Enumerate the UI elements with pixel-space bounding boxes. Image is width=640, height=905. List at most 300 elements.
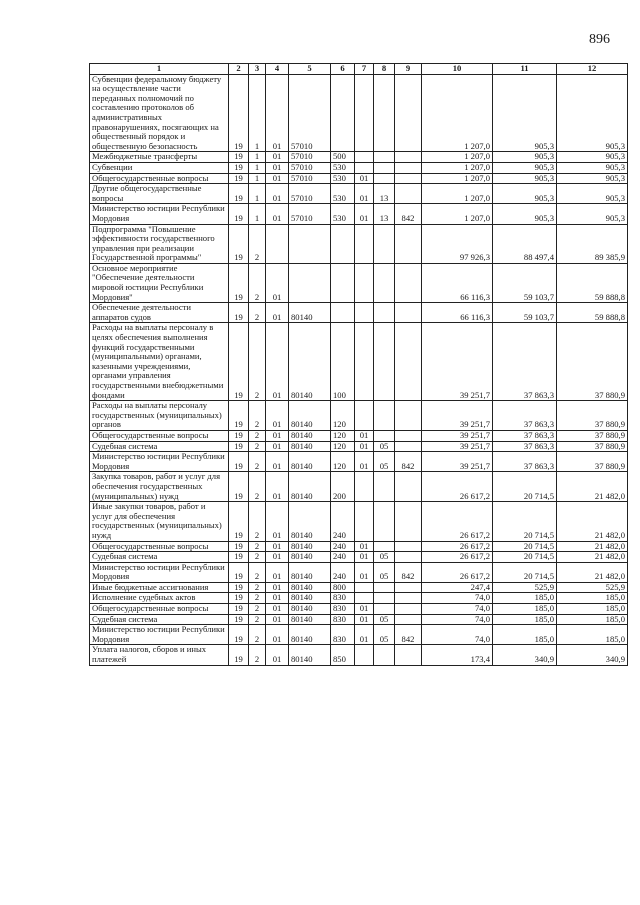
code-cell: 19 bbox=[229, 323, 249, 401]
code-cell bbox=[395, 541, 422, 552]
code-cell: 80140 bbox=[289, 502, 331, 541]
row-name-cell: Подпрограмма "Повышение эффективности государственного управления при реализации Государственной программы" bbox=[90, 224, 229, 263]
code-cell: 01 bbox=[266, 184, 289, 204]
code-cell: 120 bbox=[331, 430, 355, 441]
amount-cell: 37 880,9 bbox=[557, 452, 628, 472]
code-cell bbox=[374, 401, 395, 431]
code-cell: 2 bbox=[249, 552, 266, 563]
code-cell bbox=[395, 593, 422, 604]
amount-cell: 185,0 bbox=[493, 614, 557, 625]
code-cell: 19 bbox=[229, 204, 249, 224]
code-cell: 01 bbox=[266, 204, 289, 224]
column-header: 4 bbox=[266, 64, 289, 75]
amount-cell: 89 385,9 bbox=[557, 224, 628, 263]
code-cell: 830 bbox=[331, 593, 355, 604]
table-row bbox=[90, 323, 628, 401]
row-name-cell: Общегосударственные вопросы bbox=[90, 541, 229, 552]
amount-cell: 20 714,5 bbox=[493, 562, 557, 582]
code-cell: 57010 bbox=[289, 204, 331, 224]
code-cell: 05 bbox=[374, 441, 395, 452]
amount-cell: 905,3 bbox=[493, 204, 557, 224]
code-cell: 57010 bbox=[289, 152, 331, 163]
table-row bbox=[90, 593, 628, 604]
code-cell: 80140 bbox=[289, 303, 331, 323]
column-header: 6 bbox=[331, 64, 355, 75]
row-name-cell: Общегосударственные вопросы bbox=[90, 604, 229, 615]
amount-cell: 59 103,7 bbox=[493, 303, 557, 323]
code-cell: 01 bbox=[266, 472, 289, 502]
code-cell: 01 bbox=[355, 452, 374, 472]
row-name-cell: Министерство юстиции Республики Мордовия bbox=[90, 452, 229, 472]
code-cell: 80140 bbox=[289, 552, 331, 563]
code-cell bbox=[355, 162, 374, 173]
code-cell: 120 bbox=[331, 452, 355, 472]
table-row bbox=[90, 582, 628, 593]
amount-cell: 26 617,2 bbox=[422, 472, 493, 502]
row-name-cell: Уплата налогов, сборов и иных платежей bbox=[90, 645, 229, 665]
code-cell: 19 bbox=[229, 303, 249, 323]
code-cell: 19 bbox=[229, 401, 249, 431]
code-cell: 80140 bbox=[289, 452, 331, 472]
code-cell: 19 bbox=[229, 541, 249, 552]
code-cell: 2 bbox=[249, 441, 266, 452]
code-cell: 240 bbox=[331, 502, 355, 541]
code-cell: 01 bbox=[266, 162, 289, 173]
code-cell: 01 bbox=[266, 562, 289, 582]
code-cell: 80140 bbox=[289, 562, 331, 582]
code-cell: 200 bbox=[331, 472, 355, 502]
amount-cell: 905,3 bbox=[557, 204, 628, 224]
amount-cell: 185,0 bbox=[493, 593, 557, 604]
code-cell bbox=[355, 401, 374, 431]
amount-cell: 905,3 bbox=[493, 162, 557, 173]
code-cell: 2 bbox=[249, 224, 266, 263]
code-cell: 19 bbox=[229, 152, 249, 163]
code-cell: 120 bbox=[331, 401, 355, 431]
code-cell bbox=[395, 502, 422, 541]
row-name-cell: Обеспечение деятельности аппаратов судов bbox=[90, 303, 229, 323]
code-cell: 01 bbox=[355, 604, 374, 615]
amount-cell: 39 251,7 bbox=[422, 401, 493, 431]
code-cell bbox=[289, 263, 331, 302]
code-cell: 80140 bbox=[289, 604, 331, 615]
amount-cell: 905,3 bbox=[493, 74, 557, 152]
code-cell bbox=[374, 263, 395, 302]
code-cell: 57010 bbox=[289, 173, 331, 184]
code-cell: 01 bbox=[355, 173, 374, 184]
code-cell bbox=[355, 303, 374, 323]
table-row bbox=[90, 401, 628, 431]
table-row bbox=[90, 263, 628, 302]
code-cell: 01 bbox=[355, 541, 374, 552]
row-name-cell: Основное мероприятие "Обеспечение деятельности мировой юстиции Республики Мордовия" bbox=[90, 263, 229, 302]
row-name-cell: Другие общегосударственные вопросы bbox=[90, 184, 229, 204]
row-name-cell: Иные бюджетные ассигнования bbox=[90, 582, 229, 593]
amount-cell: 21 482,0 bbox=[557, 552, 628, 563]
row-name-cell: Субвенции bbox=[90, 162, 229, 173]
code-cell: 19 bbox=[229, 173, 249, 184]
code-cell bbox=[374, 74, 395, 152]
column-header: 3 bbox=[249, 64, 266, 75]
code-cell: 830 bbox=[331, 604, 355, 615]
code-cell: 2 bbox=[249, 401, 266, 431]
amount-cell: 26 617,2 bbox=[422, 562, 493, 582]
table-row bbox=[90, 430, 628, 441]
code-cell: 01 bbox=[355, 184, 374, 204]
amount-cell: 21 482,0 bbox=[557, 472, 628, 502]
code-cell: 19 bbox=[229, 582, 249, 593]
amount-cell: 39 251,7 bbox=[422, 452, 493, 472]
code-cell: 57010 bbox=[289, 74, 331, 152]
budget-table bbox=[89, 63, 628, 666]
table-row bbox=[90, 184, 628, 204]
code-cell: 80140 bbox=[289, 472, 331, 502]
code-cell bbox=[355, 593, 374, 604]
table-row bbox=[90, 173, 628, 184]
amount-cell: 905,3 bbox=[557, 74, 628, 152]
code-cell bbox=[395, 614, 422, 625]
code-cell bbox=[395, 74, 422, 152]
amount-cell: 905,3 bbox=[493, 173, 557, 184]
code-cell: 01 bbox=[266, 593, 289, 604]
code-cell: 830 bbox=[331, 614, 355, 625]
amount-cell: 185,0 bbox=[557, 604, 628, 615]
code-cell: 120 bbox=[331, 441, 355, 452]
table-row bbox=[90, 472, 628, 502]
amount-cell: 905,3 bbox=[493, 152, 557, 163]
code-cell: 01 bbox=[266, 614, 289, 625]
code-cell: 01 bbox=[355, 552, 374, 563]
code-cell: 01 bbox=[266, 541, 289, 552]
row-name-cell: Общегосударственные вопросы bbox=[90, 430, 229, 441]
code-cell bbox=[395, 152, 422, 163]
code-cell bbox=[355, 645, 374, 665]
code-cell bbox=[374, 323, 395, 401]
code-cell: 01 bbox=[355, 625, 374, 645]
code-cell bbox=[374, 303, 395, 323]
table-row bbox=[90, 74, 628, 152]
code-cell: 19 bbox=[229, 74, 249, 152]
amount-cell: 525,9 bbox=[557, 582, 628, 593]
code-cell bbox=[355, 224, 374, 263]
table-row bbox=[90, 614, 628, 625]
code-cell bbox=[331, 303, 355, 323]
code-cell: 19 bbox=[229, 625, 249, 645]
table-row bbox=[90, 224, 628, 263]
amount-cell: 185,0 bbox=[557, 593, 628, 604]
code-cell: 80140 bbox=[289, 401, 331, 431]
amount-cell: 525,9 bbox=[493, 582, 557, 593]
amount-cell: 340,9 bbox=[557, 645, 628, 665]
amount-cell: 20 714,5 bbox=[493, 541, 557, 552]
code-cell: 80140 bbox=[289, 541, 331, 552]
row-name-cell: Исполнение судебных актов bbox=[90, 593, 229, 604]
column-header: 1 bbox=[90, 64, 229, 75]
code-cell bbox=[395, 472, 422, 502]
amount-cell: 74,0 bbox=[422, 625, 493, 645]
code-cell bbox=[374, 472, 395, 502]
amount-cell: 37 863,3 bbox=[493, 452, 557, 472]
code-cell bbox=[395, 303, 422, 323]
code-cell: 80140 bbox=[289, 593, 331, 604]
code-cell bbox=[395, 401, 422, 431]
amount-cell: 1 207,0 bbox=[422, 162, 493, 173]
code-cell bbox=[355, 472, 374, 502]
row-name-cell: Иные закупки товаров, работ и услуг для обеспечения государственных (муниципальных) нужд bbox=[90, 502, 229, 541]
table-body bbox=[90, 74, 628, 665]
code-cell: 19 bbox=[229, 472, 249, 502]
amount-cell: 74,0 bbox=[422, 604, 493, 615]
code-cell: 01 bbox=[266, 430, 289, 441]
column-header: 12 bbox=[557, 64, 628, 75]
code-cell: 19 bbox=[229, 441, 249, 452]
column-header: 8 bbox=[374, 64, 395, 75]
code-cell bbox=[395, 224, 422, 263]
code-cell: 80140 bbox=[289, 323, 331, 401]
code-cell: 240 bbox=[331, 541, 355, 552]
code-cell: 80140 bbox=[289, 441, 331, 452]
code-cell: 1 bbox=[249, 74, 266, 152]
code-cell bbox=[395, 323, 422, 401]
code-cell: 1 bbox=[249, 184, 266, 204]
amount-cell: 185,0 bbox=[493, 625, 557, 645]
code-cell: 2 bbox=[249, 472, 266, 502]
code-cell: 19 bbox=[229, 502, 249, 541]
amount-cell: 1 207,0 bbox=[422, 204, 493, 224]
amount-cell: 905,3 bbox=[557, 162, 628, 173]
code-cell: 2 bbox=[249, 645, 266, 665]
column-header: 10 bbox=[422, 64, 493, 75]
code-cell: 19 bbox=[229, 430, 249, 441]
amount-cell: 39 251,7 bbox=[422, 323, 493, 401]
amount-cell: 39 251,7 bbox=[422, 430, 493, 441]
code-cell: 830 bbox=[331, 625, 355, 645]
code-cell: 2 bbox=[249, 582, 266, 593]
code-cell: 05 bbox=[374, 452, 395, 472]
code-cell: 01 bbox=[355, 441, 374, 452]
code-cell: 05 bbox=[374, 562, 395, 582]
code-cell bbox=[395, 162, 422, 173]
code-cell: 80140 bbox=[289, 614, 331, 625]
code-cell: 01 bbox=[266, 323, 289, 401]
code-cell: 100 bbox=[331, 323, 355, 401]
table-row bbox=[90, 152, 628, 163]
code-cell: 19 bbox=[229, 224, 249, 263]
code-cell bbox=[374, 152, 395, 163]
code-cell: 2 bbox=[249, 625, 266, 645]
code-cell bbox=[266, 224, 289, 263]
code-cell: 19 bbox=[229, 614, 249, 625]
code-cell bbox=[374, 645, 395, 665]
column-header: 9 bbox=[395, 64, 422, 75]
amount-cell: 26 617,2 bbox=[422, 552, 493, 563]
code-cell: 05 bbox=[374, 614, 395, 625]
column-header: 5 bbox=[289, 64, 331, 75]
code-cell: 80140 bbox=[289, 645, 331, 665]
amount-cell: 59 103,7 bbox=[493, 263, 557, 302]
code-cell: 01 bbox=[355, 430, 374, 441]
code-cell bbox=[395, 582, 422, 593]
row-name-cell: Общегосударственные вопросы bbox=[90, 173, 229, 184]
code-cell: 530 bbox=[331, 184, 355, 204]
code-cell: 01 bbox=[355, 562, 374, 582]
amount-cell: 88 497,4 bbox=[493, 224, 557, 263]
code-cell: 01 bbox=[355, 614, 374, 625]
code-cell bbox=[374, 604, 395, 615]
code-cell: 19 bbox=[229, 452, 249, 472]
code-cell bbox=[374, 430, 395, 441]
amount-cell: 173,4 bbox=[422, 645, 493, 665]
amount-cell: 37 880,9 bbox=[557, 441, 628, 452]
code-cell bbox=[355, 152, 374, 163]
header-row bbox=[90, 64, 628, 75]
code-cell: 2 bbox=[249, 502, 266, 541]
amount-cell: 97 926,3 bbox=[422, 224, 493, 263]
amount-cell: 905,3 bbox=[557, 173, 628, 184]
row-name-cell: Министерство юстиции Республики Мордовия bbox=[90, 625, 229, 645]
amount-cell: 1 207,0 bbox=[422, 173, 493, 184]
table-row bbox=[90, 204, 628, 224]
code-cell: 2 bbox=[249, 614, 266, 625]
amount-cell: 59 888,8 bbox=[557, 263, 628, 302]
amount-cell: 39 251,7 bbox=[422, 441, 493, 452]
amount-cell: 37 863,3 bbox=[493, 401, 557, 431]
code-cell: 19 bbox=[229, 184, 249, 204]
code-cell: 2 bbox=[249, 452, 266, 472]
table-row bbox=[90, 625, 628, 645]
code-cell: 01 bbox=[266, 625, 289, 645]
code-cell bbox=[395, 184, 422, 204]
column-header: 7 bbox=[355, 64, 374, 75]
code-cell: 2 bbox=[249, 323, 266, 401]
table-row bbox=[90, 552, 628, 563]
code-cell: 01 bbox=[266, 74, 289, 152]
amount-cell: 74,0 bbox=[422, 614, 493, 625]
amount-cell: 905,3 bbox=[557, 152, 628, 163]
code-cell bbox=[355, 263, 374, 302]
code-cell: 2 bbox=[249, 593, 266, 604]
row-name-cell: Субвенции федеральному бюджету на осуществление части переданных полномочий по составлению протоколов об административных правонарушениях, посягающих на общественный порядок и общественную безопасность bbox=[90, 74, 229, 152]
code-cell bbox=[374, 162, 395, 173]
code-cell: 2 bbox=[249, 562, 266, 582]
code-cell: 19 bbox=[229, 562, 249, 582]
code-cell: 80140 bbox=[289, 625, 331, 645]
code-cell: 01 bbox=[266, 303, 289, 323]
code-cell: 13 bbox=[374, 184, 395, 204]
code-cell: 19 bbox=[229, 263, 249, 302]
row-name-cell: Судебная система bbox=[90, 614, 229, 625]
amount-cell: 37 863,3 bbox=[493, 323, 557, 401]
amount-cell: 20 714,5 bbox=[493, 502, 557, 541]
code-cell: 01 bbox=[266, 401, 289, 431]
code-cell: 1 bbox=[249, 204, 266, 224]
code-cell: 57010 bbox=[289, 184, 331, 204]
code-cell: 240 bbox=[331, 552, 355, 563]
code-cell: 1 bbox=[249, 152, 266, 163]
code-cell bbox=[355, 582, 374, 593]
amount-cell: 37 880,9 bbox=[557, 401, 628, 431]
amount-cell: 37 880,9 bbox=[557, 430, 628, 441]
code-cell: 530 bbox=[331, 162, 355, 173]
code-cell bbox=[395, 552, 422, 563]
code-cell: 19 bbox=[229, 552, 249, 563]
code-cell: 530 bbox=[331, 204, 355, 224]
code-cell: 1 bbox=[249, 162, 266, 173]
code-cell: 01 bbox=[355, 204, 374, 224]
code-cell: 1 bbox=[249, 173, 266, 184]
code-cell: 2 bbox=[249, 303, 266, 323]
code-cell bbox=[331, 74, 355, 152]
amount-cell: 1 207,0 bbox=[422, 152, 493, 163]
code-cell: 19 bbox=[229, 645, 249, 665]
code-cell bbox=[374, 582, 395, 593]
code-cell: 2 bbox=[249, 430, 266, 441]
table-row bbox=[90, 541, 628, 552]
amount-cell: 21 482,0 bbox=[557, 562, 628, 582]
amount-cell: 1 207,0 bbox=[422, 74, 493, 152]
code-cell: 800 bbox=[331, 582, 355, 593]
table-row bbox=[90, 645, 628, 665]
table-row bbox=[90, 562, 628, 582]
amount-cell: 37 880,9 bbox=[557, 323, 628, 401]
code-cell bbox=[374, 502, 395, 541]
code-cell bbox=[395, 173, 422, 184]
code-cell: 500 bbox=[331, 152, 355, 163]
table-row bbox=[90, 604, 628, 615]
row-name-cell: Судебная система bbox=[90, 552, 229, 563]
code-cell bbox=[355, 323, 374, 401]
code-cell: 05 bbox=[374, 552, 395, 563]
code-cell: 01 bbox=[266, 152, 289, 163]
amount-cell: 185,0 bbox=[557, 625, 628, 645]
code-cell bbox=[374, 224, 395, 263]
table-row bbox=[90, 162, 628, 173]
amount-cell: 26 617,2 bbox=[422, 502, 493, 541]
code-cell: 57010 bbox=[289, 162, 331, 173]
code-cell: 2 bbox=[249, 541, 266, 552]
row-name-cell: Расходы на выплаты персоналу государственных (муниципальных) органов bbox=[90, 401, 229, 431]
code-cell bbox=[374, 541, 395, 552]
code-cell: 80140 bbox=[289, 582, 331, 593]
code-cell: 01 bbox=[266, 645, 289, 665]
amount-cell: 20 714,5 bbox=[493, 552, 557, 563]
code-cell bbox=[355, 502, 374, 541]
code-cell: 2 bbox=[249, 604, 266, 615]
code-cell: 842 bbox=[395, 625, 422, 645]
code-cell: 842 bbox=[395, 452, 422, 472]
code-cell bbox=[395, 604, 422, 615]
amount-cell: 185,0 bbox=[493, 604, 557, 615]
code-cell: 19 bbox=[229, 162, 249, 173]
code-cell bbox=[395, 645, 422, 665]
page-number: 896 bbox=[589, 32, 610, 47]
code-cell: 01 bbox=[266, 173, 289, 184]
amount-cell: 20 714,5 bbox=[493, 472, 557, 502]
row-name-cell: Расходы на выплаты персоналу в целях обеспечения выполнения функций государственными (муниципальными) органами, казенными учреждениями, органами управления государственными внебюджетными фондами bbox=[90, 323, 229, 401]
code-cell: 842 bbox=[395, 562, 422, 582]
code-cell: 01 bbox=[266, 582, 289, 593]
table-row bbox=[90, 441, 628, 452]
table-row bbox=[90, 303, 628, 323]
code-cell: 01 bbox=[266, 502, 289, 541]
amount-cell: 66 116,3 bbox=[422, 263, 493, 302]
code-cell: 842 bbox=[395, 204, 422, 224]
code-cell: 01 bbox=[266, 441, 289, 452]
row-name-cell: Министерство юстиции Республики Мордовия bbox=[90, 562, 229, 582]
amount-cell: 185,0 bbox=[557, 614, 628, 625]
code-cell: 13 bbox=[374, 204, 395, 224]
code-cell bbox=[395, 263, 422, 302]
